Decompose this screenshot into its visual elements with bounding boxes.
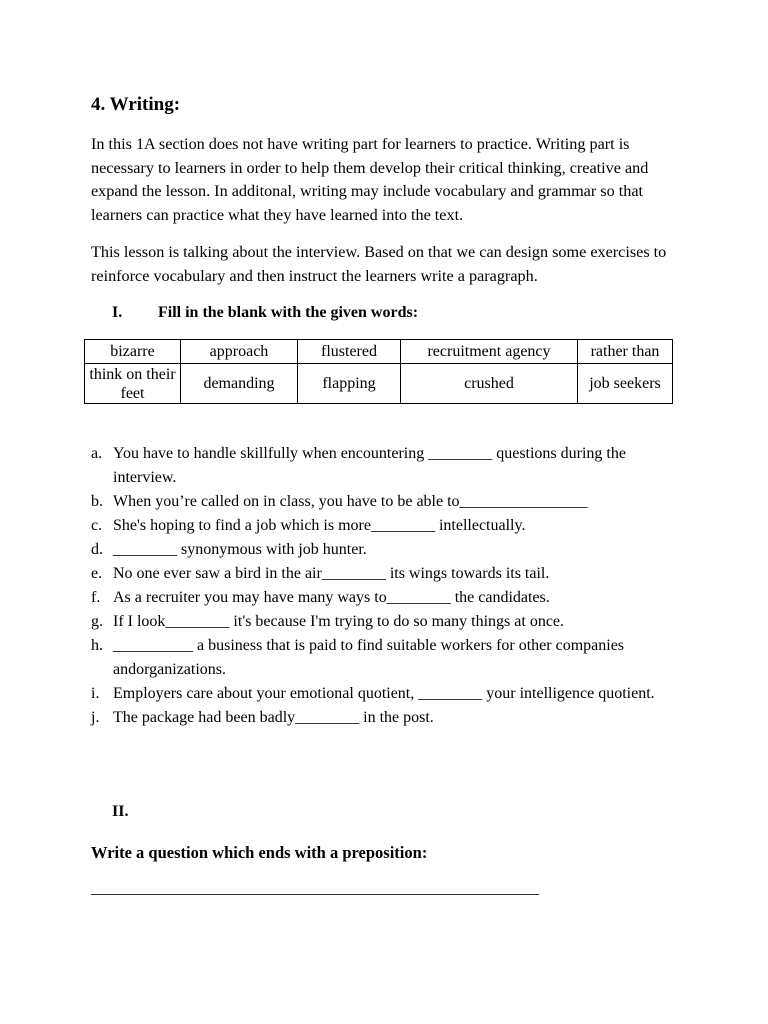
item-marker: a. (91, 445, 103, 462)
exercise-1-instruction: Fill in the blank with the given words: (158, 304, 419, 321)
intro-paragraph: In this 1A section does not have writing part for learners to practice. Writing part is necessary to learners in order to help them develop their critical thinking, creative and expand the lesson. In additonal, writing may include vocabulary and grammar so that learners can practice what they have learned into the text. (91, 135, 649, 224)
word-cell: rather than (578, 340, 673, 364)
exercise-item (91, 586, 671, 610)
item-text: You have to handle skillfully when encountering ________ questions during the interview. (113, 445, 626, 486)
item-marker: b. (91, 493, 103, 510)
item-text: ________ synonymous with job hunter. (113, 541, 367, 558)
item-marker: h. (91, 637, 103, 654)
exercise-item (91, 634, 671, 682)
exercise-2-prompt: Write a question which ends with a preposition: (91, 843, 428, 862)
word-bank-row (85, 364, 673, 404)
word-cell: bizarre (85, 340, 181, 364)
exercise-1-title (112, 304, 418, 322)
exercise-item (91, 442, 671, 490)
exercise-item (91, 682, 671, 706)
item-text: __________ a business that is paid to find suitable workers for other companies andorganizations. (113, 637, 625, 678)
item-marker: d. (91, 541, 103, 558)
item-marker: e. (91, 565, 103, 582)
item-marker: f. (91, 589, 101, 606)
item-marker: g. (91, 613, 103, 630)
word-cell: recruitment agency (401, 340, 578, 364)
section-heading: 4. Writing: (91, 94, 181, 115)
exercise-item (91, 514, 671, 538)
answer-blank-line: ________________________________________________________ (91, 880, 539, 897)
word-bank-table (84, 339, 673, 404)
item-text: She's hoping to find a job which is more________ intellectually. (113, 517, 526, 534)
exercise-item (91, 706, 671, 730)
item-marker: i. (91, 685, 100, 702)
word-bank-row (85, 340, 673, 364)
item-text: The package had been badly________ in the post. (113, 709, 434, 726)
item-text: As a recruiter you may have many ways to________ the candidates. (113, 589, 550, 606)
exercise-item (91, 610, 671, 634)
exercise-item (91, 538, 671, 562)
item-text: No one ever saw a bird in the air________ its wings towards its tail. (113, 565, 550, 582)
item-text: Employers care about your emotional quotient, ________ your intelligence quotient. (113, 685, 655, 702)
exercise-1-items (91, 442, 671, 730)
exercise-item (91, 562, 671, 586)
word-cell: demanding (181, 364, 298, 404)
word-cell: job seekers (578, 364, 673, 404)
item-text: When you’re called on in class, you have to be able to________________ (113, 493, 588, 510)
word-cell: flapping (298, 364, 401, 404)
exercise-item (91, 490, 671, 514)
lesson-paragraph: This lesson is talking about the interview. Based on that we can design some exercises to reinforce vocabulary and then instruct the learners write a paragraph. (91, 243, 667, 285)
exercise-1-number: I. (112, 304, 123, 321)
item-marker: j. (91, 709, 100, 726)
word-cell: crushed (401, 364, 578, 404)
word-cell: think on their feet (85, 364, 181, 404)
word-cell: flustered (298, 340, 401, 364)
word-cell: approach (181, 340, 298, 364)
item-marker: c. (91, 517, 103, 534)
item-text: If I look________ it's because I'm trying to do so many things at once. (113, 613, 565, 630)
exercise-2-number: II. (112, 803, 129, 820)
